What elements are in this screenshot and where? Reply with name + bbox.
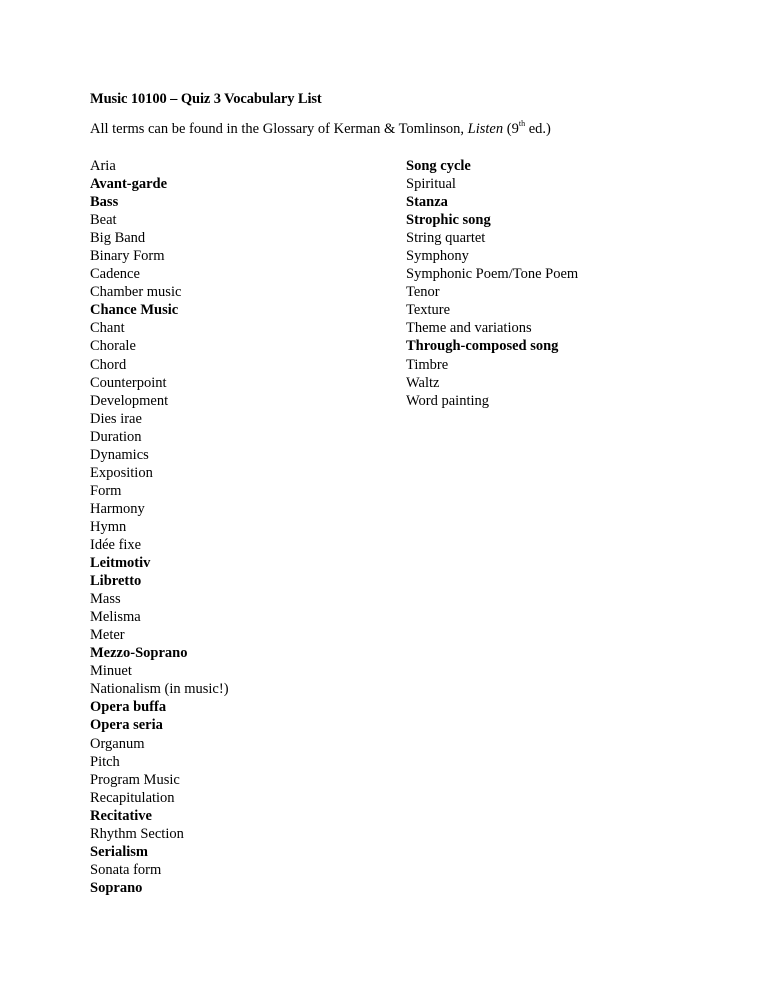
vocabulary-term: Song cycle xyxy=(406,158,471,174)
vocabulary-term: Strophic song xyxy=(406,212,491,229)
intro-lead-text: All terms can be found in the Glossary of Kerman & Tomlinson, xyxy=(90,121,468,137)
vocabulary-term: Idée fixe xyxy=(90,536,142,553)
vocabulary-term: Duration xyxy=(90,428,142,445)
vocabulary-term: Symphony xyxy=(406,248,469,265)
book-title: Listen xyxy=(467,121,504,137)
vocabulary-term: Organum xyxy=(90,735,145,752)
vocabulary-term: Waltz xyxy=(406,374,440,391)
vocabulary-term: Beat xyxy=(90,212,117,229)
vocabulary-term: Tenor xyxy=(406,284,440,301)
vocabulary-term: Mass xyxy=(90,591,121,608)
vocabulary-term: Mezzo-Soprano xyxy=(90,645,188,662)
vocabulary-term: Binary Form xyxy=(90,248,165,265)
vocabulary-term: Dynamics xyxy=(90,446,149,463)
vocabulary-term: Chant xyxy=(90,320,125,337)
vocabulary-term: Opera buffa xyxy=(90,699,167,716)
terms-list-right xyxy=(406,157,578,410)
vocabulary-term: Chance Music xyxy=(90,302,179,319)
vocabulary-term: Through-composed song xyxy=(406,338,559,355)
vocabulary-term: Texture xyxy=(406,302,451,319)
vocabulary-term: Hymn xyxy=(90,518,127,535)
vocabulary-term: Word painting xyxy=(406,392,489,409)
vocabulary-term: Rhythm Section xyxy=(90,825,184,842)
vocabulary-term: Recapitulation xyxy=(90,789,175,806)
vocabulary-term: Cadence xyxy=(90,266,140,283)
vocabulary-term: Minuet xyxy=(90,663,132,680)
edition-superscript: th xyxy=(518,119,526,128)
vocabulary-term: Chorale xyxy=(90,338,136,355)
vocabulary-term: Spiritual xyxy=(406,176,456,193)
vocabulary-term: Symphonic Poem/Tone Poem xyxy=(406,266,579,283)
vocabulary-term: Bass xyxy=(90,194,119,211)
edition-open: (9 xyxy=(503,121,519,137)
intro-text xyxy=(90,121,551,138)
vocabulary-term: Aria xyxy=(90,158,116,174)
vocabulary-term: Soprano xyxy=(90,879,143,896)
vocabulary-term: Melisma xyxy=(90,609,141,626)
vocabulary-term: Leitmotiv xyxy=(90,555,151,572)
vocabulary-term: Theme and variations xyxy=(406,320,532,337)
vocabulary-term: Avant-garde xyxy=(90,176,168,193)
vocabulary-term: Chord xyxy=(90,356,127,373)
vocabulary-term: Big Band xyxy=(90,230,146,247)
vocabulary-term: Counterpoint xyxy=(90,374,167,391)
vocabulary-term: Development xyxy=(90,392,169,409)
page-title: Music 10100 – Quiz 3 Vocabulary List xyxy=(90,91,322,107)
vocabulary-term: Dies irae xyxy=(90,410,142,427)
vocabulary-term: Form xyxy=(90,482,122,499)
vocabulary-term: Pitch xyxy=(90,753,120,770)
vocabulary-term: Chamber music xyxy=(90,284,182,301)
vocabulary-term: Serialism xyxy=(90,843,148,860)
vocabulary-term: Exposition xyxy=(90,464,153,481)
vocabulary-term: Nationalism (in music!) xyxy=(90,681,229,698)
terms-list-left xyxy=(90,157,229,897)
vocabulary-term: String quartet xyxy=(406,230,486,247)
vocabulary-term: Recitative xyxy=(90,807,152,824)
edition-close: ed.) xyxy=(525,121,551,137)
vocabulary-term: Sonata form xyxy=(90,861,162,878)
vocabulary-term: Program Music xyxy=(90,771,180,788)
vocabulary-term: Timbre xyxy=(406,356,449,373)
vocabulary-term: Libretto xyxy=(90,573,142,590)
vocabulary-term: Meter xyxy=(90,627,125,644)
vocabulary-term: Opera seria xyxy=(90,717,163,734)
vocabulary-term: Harmony xyxy=(90,500,145,517)
vocabulary-term: Stanza xyxy=(406,194,448,211)
